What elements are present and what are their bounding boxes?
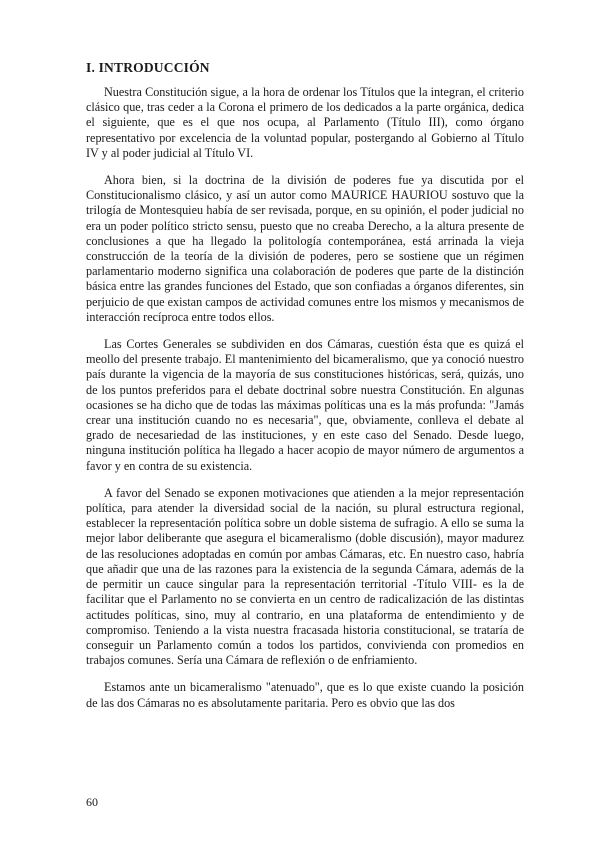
page-number: 60 <box>86 795 98 809</box>
page-body <box>86 60 524 723</box>
section-heading: I. INTRODUCCIÓN <box>86 60 210 75</box>
paragraph-5: Estamos ante un bicameralismo "atenuado", que es lo que existe cuando la posición de las dos Cámaras no es absolutamente paritaria. Pero es obvio que las dos <box>86 680 524 710</box>
paragraph-2: Ahora bien, si la doctrina de la división de poderes fue ya discutida por el Constitucionalismo clásico, y así un autor como MAURICE HAURIOU sostuvo que la trilogía de Montesquieu había de ser revisada, porque, en su opinión, el poder judicial no era un poder político stricto sensu, puesto que no creaba Derecho, a la altura presente de conclusiones a que ha llegado la politología contemporánea, está arrinada la vieja construcción de la teoría de la división de poderes, pero se sostiene que un régimen parlamentario moderno significa una colaboración de poderes que parte de la distinción básica entre las grandes funciones del Estado, que son confiadas a órganos diferentes, sin perjuicio de que existan campos de actividad comunes entre los mismos y mecanismos de interacción recíproca entre todos ellos. <box>86 173 524 324</box>
paragraph-1: Nuestra Constitución sigue, a la hora de ordenar los Títulos que la integran, el criterio clásico que, tras ceder a la Corona el primero de los dedicados a la parte orgánica, dedica el siguiente, que es el que nos ocupa, al Parlamento (Título III), como órgano representativo por excelencia de la voluntad popular, postergando al Gobierno al Título IV y al poder judicial al Título VI. <box>86 85 524 160</box>
paragraph-3: Las Cortes Generales se subdividen en dos Cámaras, cuestión ésta que es quizá el meollo del presente trabajo. El mantenimiento del bicameralismo, que ya conoció nuestro país durante la vigencia de la mayoría de sus constituciones históricas, será, quizás, uno de los puntos preferidos para el debate doctrinal sobre nuestra Constitución. En algunas ocasiones se ha dicho que de todas las máximas políticas una es la más profunda: "Jamás crear una institución cuando no es necesaria", que, obviamente, conlleva el debate al grado de necesariedad de las instituciones, y en este caso del Senado. Desde luego, ninguna institución política ha llegado a hacer acopio de mayor número de argumentos a favor y en contra de su existencia. <box>86 337 524 473</box>
paragraph-4: A favor del Senado se exponen motivaciones que atienden a la mejor representación política, para atender la diversidad social de la nación, su plural estructura regional, establecer la representación política sobre un doble sistema de sufragio. A ello se suma la mejor labor deliberante que asegura el bicameralismo (doble discusión), mayor madurez de las resoluciones adoptadas en común por ambas Cámaras, etc. En nuestro caso, habría que añadir que una de las razones para la existencia de la segunda Cámara, además de la de permitir un cauce singular para la representación territorial -Título VIII- es la de facilitar que el Parlamento no se convierta en un centro de radicalización de las distintas actitudes políticas, sino, muy al contrario, en una plataforma de entendimiento y de compromiso. Teniendo a la vista nuestra fracasada historia constitucional, se trataría de conseguir un Parlamento común a todos los partidos, convivienda con promedios en trabajos comunes. Sería una Cámara de reflexión o de enfriamiento. <box>86 485 524 668</box>
